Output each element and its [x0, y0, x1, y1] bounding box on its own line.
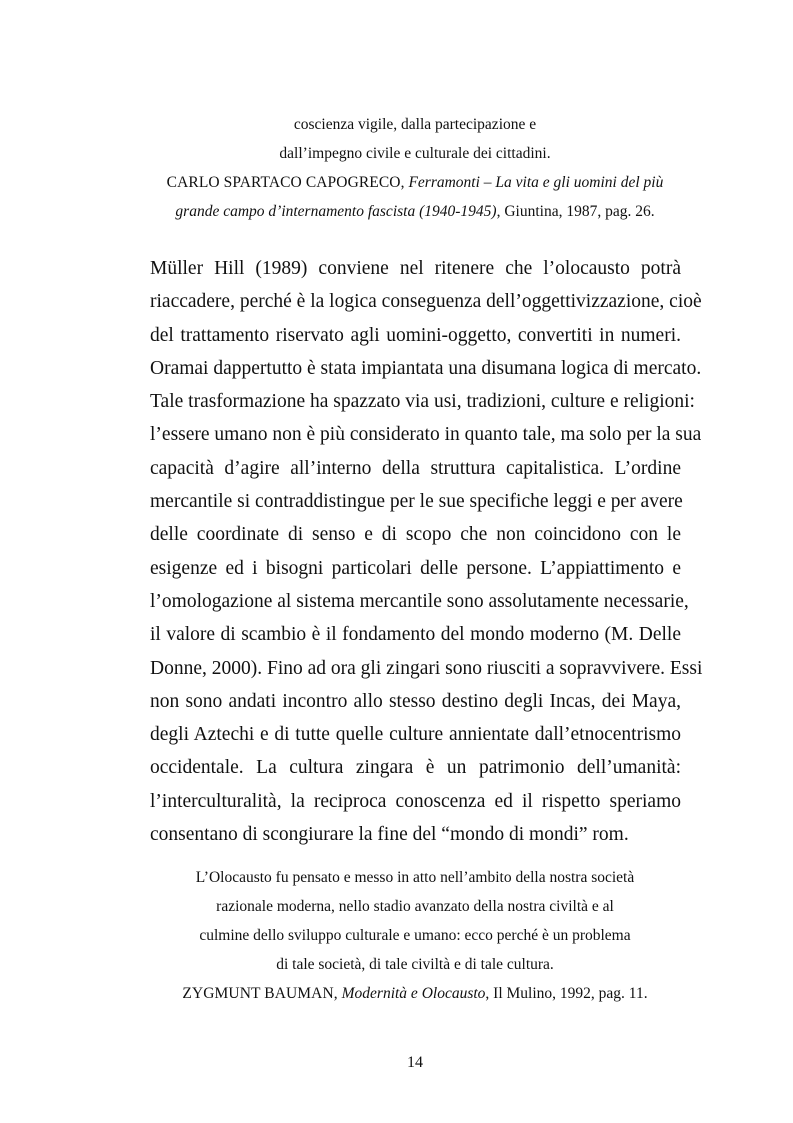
citation-publisher: , Il Mulino, 1992, pag. 11. [485, 985, 648, 1002]
paragraph-line: esigenze ed i bisogni particolari delle persone. L’appiattimento e [150, 557, 681, 579]
epigraph-line: coscienza vigile, dalla partecipazione e [293, 116, 537, 133]
citation-title: grande campo d’internamento fascista (1940-1945) [175, 203, 497, 220]
paragraph-line: non sono andati incontro allo stesso destino degli Incas, dei Maya, [150, 690, 681, 712]
page-number: 14 [407, 1054, 423, 1071]
paragraph-line: del trattamento riservato agli uomini-oggetto, convertiti in numeri. [150, 324, 681, 346]
paragraph-line: l’omologazione al sistema mercantile sono assolutamente necessarie, [150, 590, 689, 612]
paragraph-line: Oramai dappertutto è stata impiantata una disumana logica di mercato. [150, 357, 702, 379]
epigraph-line: razionale moderna, nello stadio avanzato della nostra civiltà e al [216, 898, 614, 915]
paragraph-line: l’interculturalità, la reciproca conoscenza ed il rispetto speriamo [150, 790, 681, 812]
epigraph-line: dall’impegno civile e culturale dei cittadini. [279, 145, 551, 162]
paragraph-line: capacità d’agire all’interno della struttura capitalistica. L’ordine [150, 457, 681, 479]
citation-publisher: , Giuntina, 1987, pag. 26. [496, 203, 655, 220]
paragraph-line: delle coordinate di senso e di scopo che non coincidono con le [150, 524, 681, 546]
citation-title: Modernità e Olocausto [341, 985, 486, 1002]
paragraph-line: l’essere umano non è più considerato in quanto tale, ma solo per la sua [150, 424, 702, 446]
paragraph-line: mercantile si contraddistingue per le sue specifiche leggi e per avere [150, 491, 683, 513]
body-paragraph [150, 252, 703, 851]
paragraph-line: Tale trasformazione ha spazzato via usi, tradizioni, culture e religioni: [150, 391, 695, 413]
citation-author: ZYGMUNT BAUMAN, [182, 985, 338, 1002]
epigraph-line: L’Olocausto fu pensato e messo in atto nell’ambito della nostra società [195, 869, 635, 886]
paragraph-line: Müller Hill (1989) conviene nel ritenere che l’olocausto potrà [150, 258, 681, 279]
paragraph-line: occidentale. La cultura zingara è un patrimonio dell’umanità: [150, 757, 681, 779]
epigraph-bottom [150, 863, 680, 1008]
paragraph-line: degli Aztechi e di tutte quelle culture annientate dall’etnocentrismo [150, 724, 681, 746]
epigraph-citation [150, 979, 680, 1008]
epigraph-line: di tale società, di tale civiltà e di tale cultura. [276, 956, 554, 973]
paragraph-line: Donne, 2000). Fino ad ora gli zingari sono riusciti a sopravvivere. Essi [150, 657, 703, 679]
epigraph-citation-cont [150, 197, 680, 226]
paragraph-line: consentano di scongiurare la fine del “mondo di mondi” rom. [150, 824, 629, 846]
epigraph-line: culmine dello sviluppo culturale e umano: ecco perché è un problema [199, 927, 631, 944]
epigraph-citation [150, 168, 680, 197]
epigraph-top [150, 110, 680, 226]
citation-author: CARLO SPARTACO CAPOGRECO, [166, 174, 405, 191]
citation-title: Ferramonti – La vita e gli uomini del più [408, 174, 664, 191]
paragraph-line: il valore di scambio è il fondamento del mondo moderno (M. Delle [150, 624, 681, 646]
paragraph-line: riaccadere, perché è la logica conseguenza dell’oggettivizzazione, cioè [150, 291, 702, 313]
